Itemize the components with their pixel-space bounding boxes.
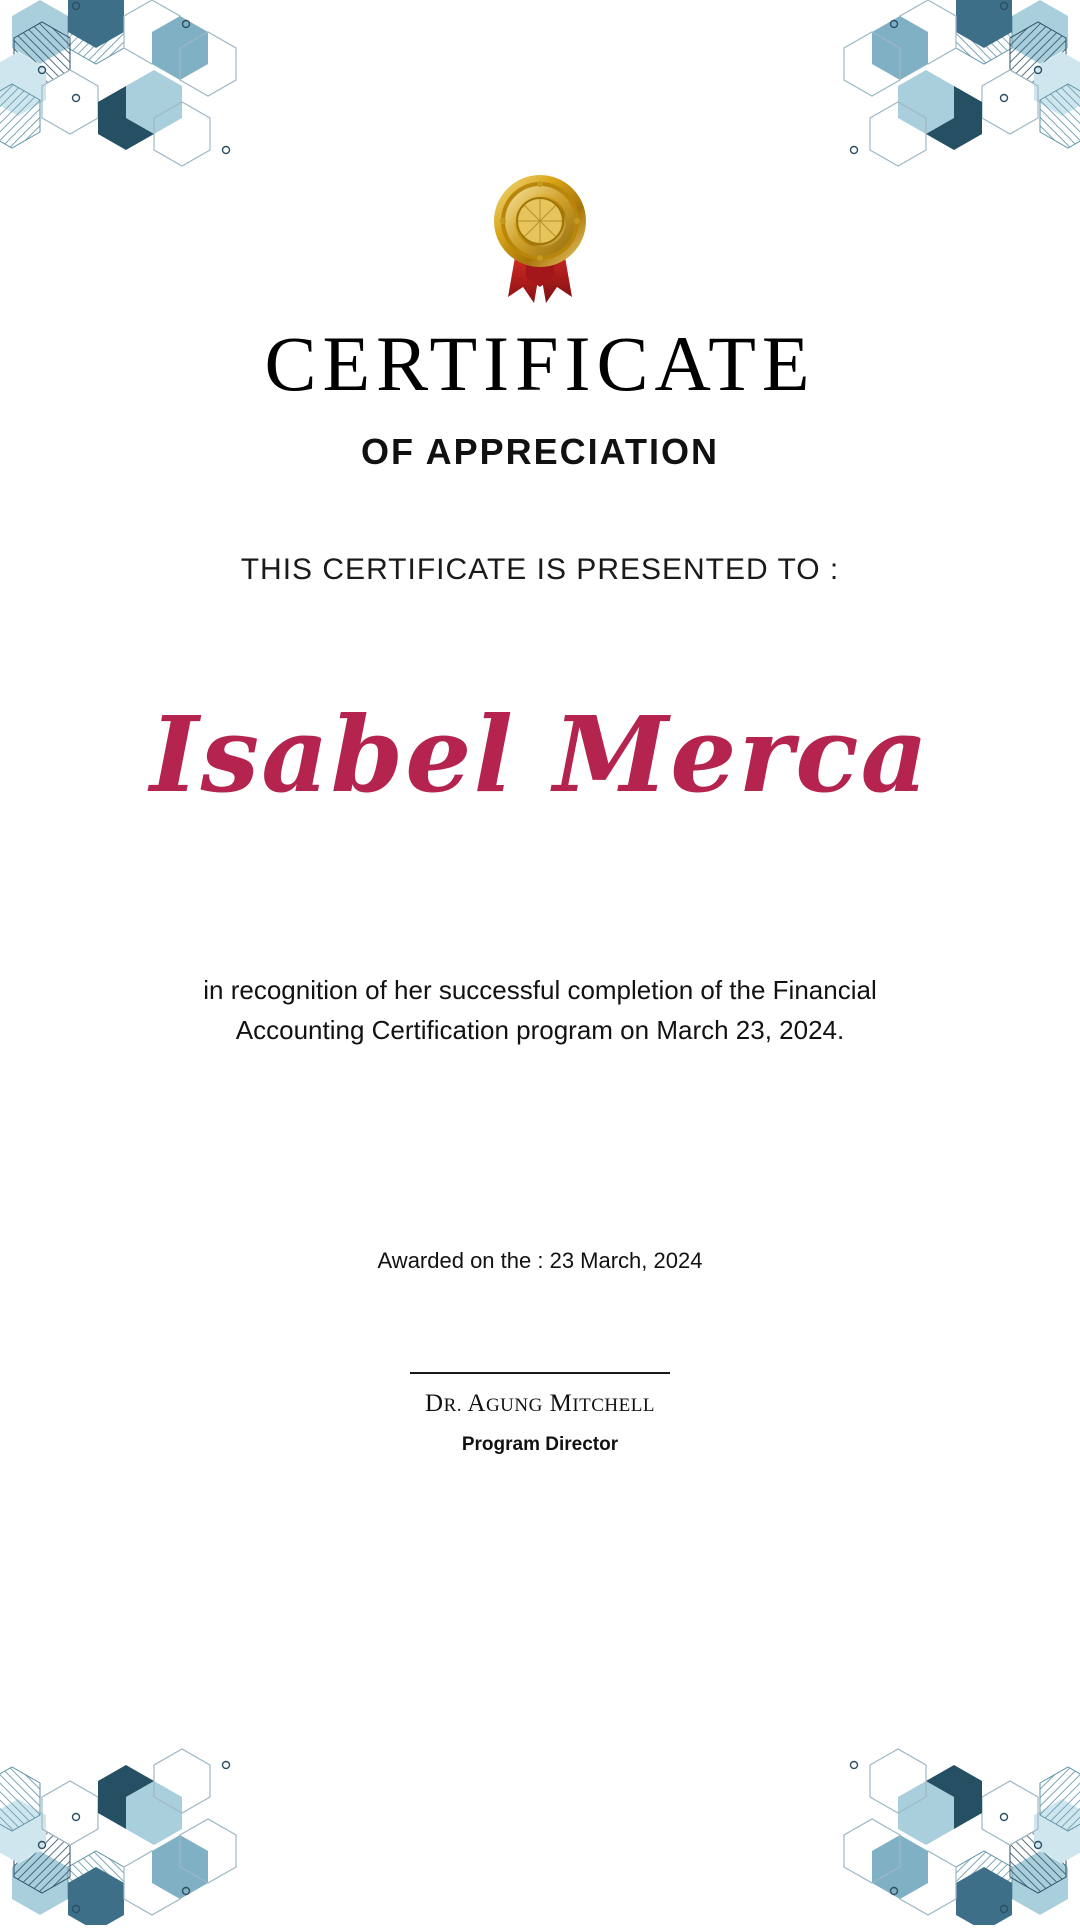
recognition-body-text: in recognition of her successful completion of the Financial Accounting Certification program on March 23, 2024. [203, 975, 877, 1046]
signature-block [410, 1372, 670, 1456]
recipient-name: Isabel Merca [150, 693, 930, 816]
awarded-date: Awarded on the : 23 March, 2024 [377, 1248, 703, 1273]
hexagon-pattern-decoration-bottom-left [0, 1715, 300, 1930]
presented-to-label: THIS CERTIFICATE IS PRESENTED TO : [240, 553, 840, 586]
page-title: CERTIFICATE [264, 320, 816, 407]
medal-container [0, 165, 1080, 320]
signer-role: Program Director [461, 1434, 619, 1455]
certificate-heading [0, 320, 1080, 473]
certificate-subtitle: OF APPRECIATION [360, 431, 719, 472]
hexagon-pattern-decoration-bottom-right [780, 1715, 1080, 1930]
signature-divider [410, 1372, 670, 1374]
signer-name: DR. AGUNG MITCHELL [425, 1390, 655, 1417]
gold-medal-icon [460, 302, 620, 319]
